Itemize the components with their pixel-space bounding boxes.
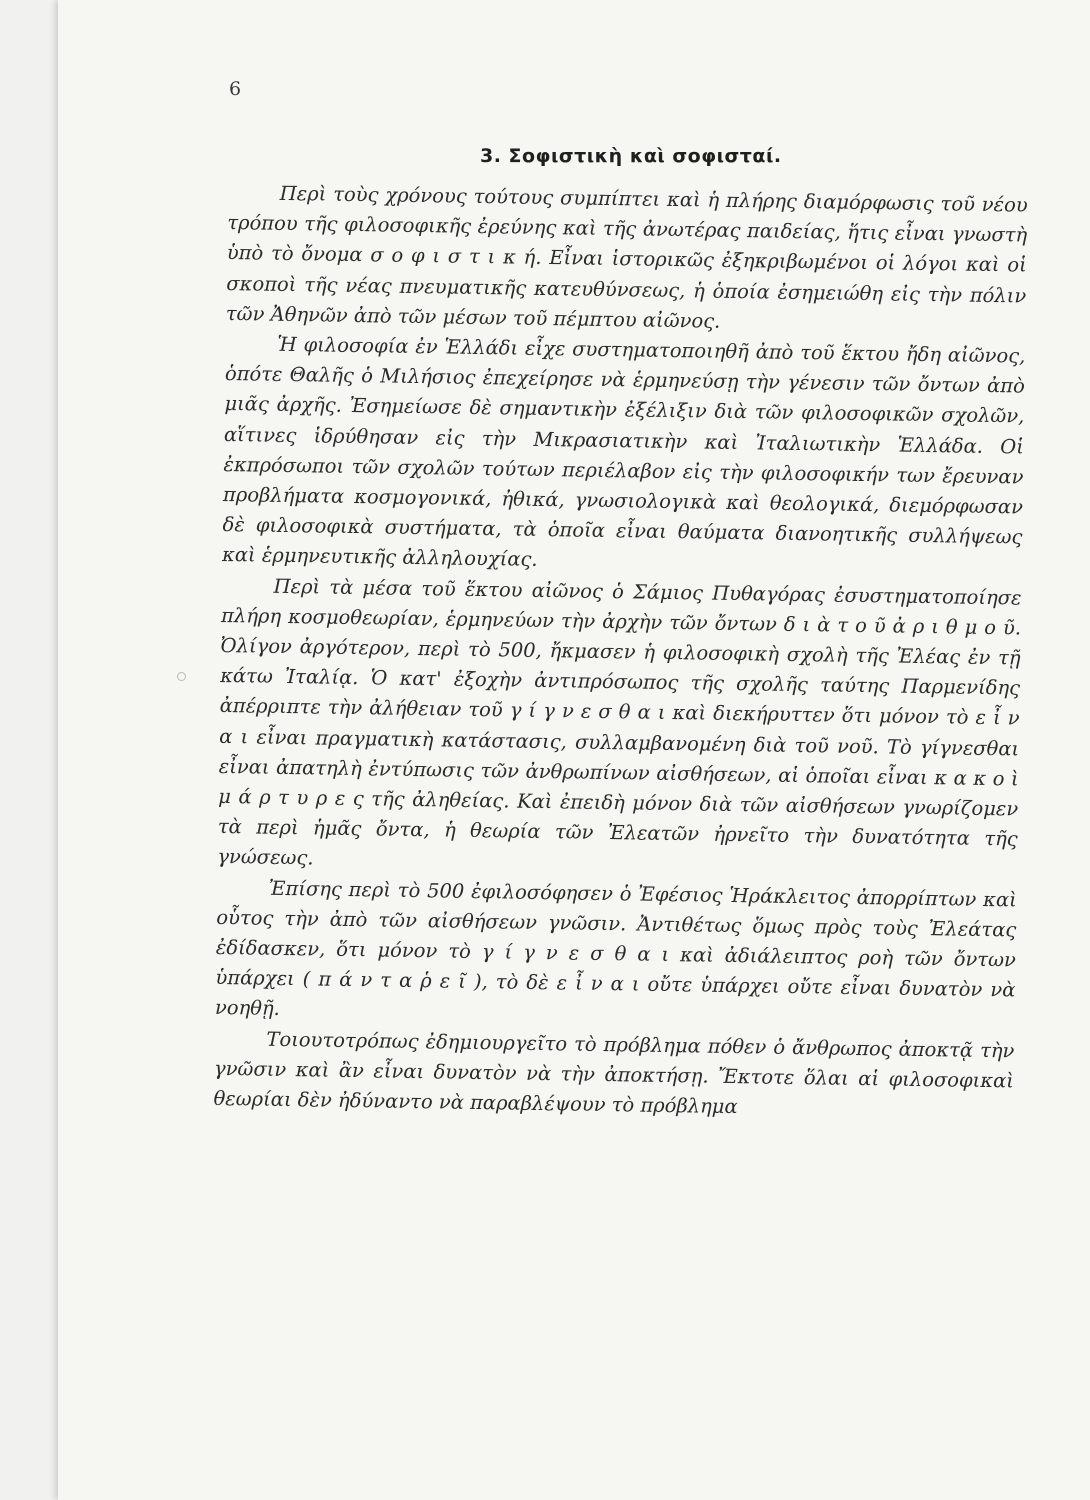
paragraph-5: Τοιουτοτρόπως ἐδημιουργεῖτο τὸ πρόβλημα πόθεν ὁ ἄνθρωπος ἀποκτᾷ τὴν γνῶσιν καὶ ἂν εἶναι δυνατὸν νὰ τὴν ἀποκτήσῃ. Ἔκτοτε ὅλαι αἱ φιλοσοφικαὶ θεωρίαι δὲν ἠδύναντο νὰ παραβλέψουν τὸ πρόβλημα [213, 1027, 1015, 1119]
paragraph-4: Ἐπίσης περὶ τὸ 500 ἐφιλοσόφησεν ὁ Ἐφέσιος Ἡράκλειτος ἀπορρίπτων καὶ οὗτος τὴν ἀπὸ τῶν αἰσθήσεων γνῶσιν. Ἀντιθέτως ὅμως πρὸς τοὺς Ἐλεάτας ἐδίδασκεν, ὅτι μόνον τὸ γ ί γ ν ε σ θ α ι καὶ ἀδιάλειπτος ροὴ τῶν ὄντων ὑπάρχει ( π ά ν τ α ῥ ε ῖ ), τὸ δὲ ε ἶ ν α ι οὔτε ὑπάρχει οὔτε εἶναι δυνατὸν νὰ νοηθῇ. [214, 876, 1017, 1021]
body-text [213, 178, 1028, 1127]
section-heading: 3. Σοφιστικὴ καὶ σοφισταί. [480, 145, 782, 167]
paragraph-3: Περὶ τὰ μέσα τοῦ ἕκτου αἰῶνος ὁ Σάμιος Πυθαγόρας ἐσυστηματοποίησε πλήρη κοσμοθεωρίαν, ἑρμηνεύων τὴν ἀρχὴν τῶν ὄντων δ ι ὰ τ ο ῦ ἀ ρ ι θ μ ο ῦ. Ὀλίγον ἀργότερον, περὶ τὸ 500, ἤκμασεν ἡ φιλοσοφικὴ σχολὴ τῆς Ἐλέας ἐν τῇ κάτω Ἰταλίᾳ. Ὁ κατ' ἐξοχὴν ἀντιπρόσωπος τῆς σχολῆς ταύτης Παρμενίδης ἀπέρριπτε τὴν ἀλήθειαν τοῦ γ ί γ ν ε σ θ α ι καὶ διεκήρυττεν ὅτι μόνον τὸ ε ἶ ν α ι εἶναι πραγματικὴ κατάστασις, συλλαμβανομένη διὰ τοῦ νοῦ. Τὸ γίγνεσθαι εἶναι ἀπατηλὴ ἐντύπωσις τῶν ἀνθρωπίνων αἰσθήσεων, αἱ ὁποῖαι εἶναι κ α κ ο ὶ μ ά ρ τ υ ρ ε ς τῆς ἀληθείας. Καὶ ἐπειδὴ μόνον διὰ τῶν αἰσθήσεων γνωρίζομεν τὰ περὶ ἡμᾶς ὄντα, ἡ θεωρία τῶν Ἐλεατῶν ἠρνεῖτο τὴν δυνατότητα τῆς γνώσεως. [217, 574, 1022, 870]
scan-speck [177, 672, 186, 681]
page-number: 6 [229, 78, 242, 100]
paragraph-1: Περὶ τοὺς χρόνους τούτους συμπίπτει καὶ ἡ πλήρης διαμόρφωσις τοῦ νέου τρόπου τῆς φιλοσοφικῆς ἐρεύνης καὶ τῆς ἀνωτέρας παιδείας, ἥτις εἶναι γνωστὴ ὑπὸ τὸ ὄνομα σ ο φ ι σ τ ι κ ή. Εἶναι ἱστορικῶς ἐξηκριβωμένοι οἱ λόγοι καὶ οἱ σκοποὶ τῆς νέας πνευματικῆς κατευθύνσεως, ἡ ὁποία ἐσημειώθη εἰς τὴν πόλιν τῶν Ἀθηνῶν ἀπὸ τῶν μέσων τοῦ πέμπτου αἰῶνος. [225, 181, 1028, 333]
paragraph-2: Ἡ φιλοσοφία ἐν Ἑλλάδι εἶχε συστηματοποιηθῆ ἀπὸ τοῦ ἕκτου ἤδη αἰῶνος, ὁπότε Θαλῆς ὁ Μιλήσιος ἐπεχείρησε νὰ ἑρμηνεύσῃ τὴν γένεσιν τῶν ὄντων ἀπὸ μιᾶς ἀρχῆς. Ἐσημείωσε δὲ σημαντικὴν ἐξέλιξιν διὰ τῶν φιλοσοφικῶν σχολῶν, αἵτινες ἱδρύθησαν εἰς τὴν Μικρασιατικὴν καὶ Ἰταλιωτικὴν Ἑλλάδα. Οἱ ἐκπρόσωποι τῶν σχολῶν τούτων περιέλαβον εἰς τὴν φιλοσοφικήν των ἔρευναν προβλήματα κοσμογονικά, ἠθικά, γνωσιολογικὰ καὶ θεολογικά, διεμόρφωσαν δὲ φιλοσοφικὰ συστήματα, τὰ ὁποῖα εἶναι θαύματα διανοητικῆς συλλήψεως καὶ ἑρμηνευτικῆς ἀλληλουχίας. [221, 332, 1026, 572]
